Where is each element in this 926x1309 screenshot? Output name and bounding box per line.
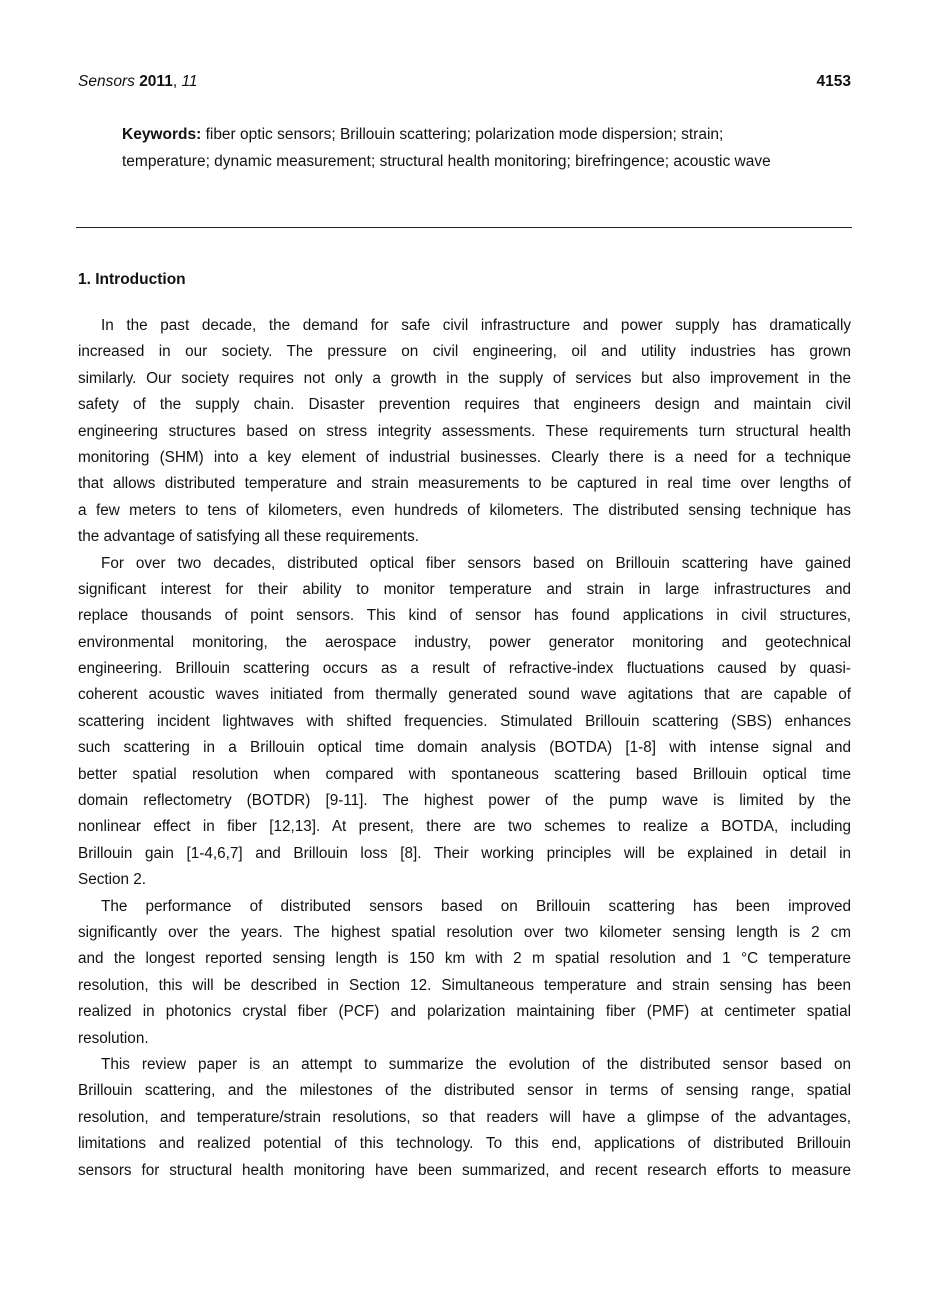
paragraph-line: increased in our society. The pressure on civil engineering, oil and utility industries has grown (78, 343, 851, 361)
paragraph-line: and the longest reported sensing length is 150 km with 2 m spatial resolution and 1 °C temperature (78, 950, 851, 968)
paragraph-line: sensors for structural health monitoring have been summarized, and recent research efforts to measure (78, 1161, 851, 1179)
paragraph-line: limitations and realized potential of this technology. To this end, applications of distributed Brillouin (78, 1135, 851, 1153)
paragraph-line: safety of the supply chain. Disaster prevention requires that engineers design and maintain civil (78, 396, 851, 414)
paragraph-line: engineering structures based on stress integrity assessments. These requirements turn structural health (78, 422, 851, 440)
paragraph-line: engineering. Brillouin scattering occurs as a result of refractive-index fluctuations caused by quasi- (78, 660, 851, 678)
keywords-label: Keywords: (122, 126, 202, 143)
section-divider (76, 227, 852, 228)
running-header: Sensors 2011, 11 4153 (78, 73, 851, 90)
paragraph-line: resolution, this will be described in Section 12. Simultaneous temperature and strain sensing has been (78, 976, 851, 994)
paragraph-line: resolution, and temperature/strain resolutions, so that readers will have a glimpse of the advantages, (78, 1108, 851, 1126)
paragraph-line: such scattering in a Brillouin optical time domain analysis (BOTDA) [1-8] with intense signal and (78, 739, 851, 757)
paragraph-line: significant interest for their ability to monitor temperature and strain in large infrastructures and (78, 580, 851, 598)
paragraph-line: environmental monitoring, the aerospace industry, power generator monitoring and geotechnical (78, 633, 851, 651)
paragraph (78, 313, 851, 551)
page-number: 4153 (816, 73, 851, 90)
paragraph (78, 551, 851, 894)
paragraph-line: domain reflectometry (BOTDR) [9-11]. The highest power of the pump wave is limited by the (78, 792, 851, 810)
keywords-block (122, 122, 808, 175)
paragraph-line: Brillouin scattering, and the milestones of the distributed sensor in terms of sensing range, spatial (78, 1082, 851, 1100)
paragraph-line: This review paper is an attempt to summarize the evolution of the distributed sensor based on (101, 1055, 851, 1073)
paragraph-line: replace thousands of point sensors. This kind of sensor has found applications in civil structures, (78, 607, 851, 625)
paragraph-line: scattering incident lightwaves with shifted frequencies. Stimulated Brillouin scattering (SBS) enhances (78, 712, 851, 730)
body-text (78, 313, 851, 1184)
paragraph-line: significantly over the years. The highest spatial resolution over two kilometer sensing length is 2 cm (78, 923, 851, 941)
paragraph-line: realized in photonics crystal fiber (PCF) and polarization maintaining fiber (PMF) at centimeter spatial (78, 1003, 851, 1021)
paragraph-line: coherent acoustic waves initiated from thermally generated sound wave agitations that are capable of (78, 686, 851, 704)
paragraph-line: the advantage of satisfying all these requirements. (78, 528, 419, 546)
paragraph-line: that allows distributed temperature and strain measurements to be captured in real time over lengths of (78, 475, 851, 493)
paragraph-line: nonlinear effect in fiber [12,13]. At present, there are two schemes to realize a BOTDA, including (78, 818, 851, 836)
paragraph-line: similarly. Our society requires not only a growth in the supply of services but also improvement in the (78, 369, 851, 387)
section-heading: 1. Introduction (78, 271, 186, 288)
paragraph-line: In the past decade, the demand for safe civil infrastructure and power supply has dramatically (101, 317, 851, 334)
paragraph-line: better spatial resolution when compared with spontaneous scattering based Brillouin optical time (78, 765, 851, 783)
journal-name: Sensors (78, 73, 135, 90)
paragraph-line: The performance of distributed sensors based on Brillouin scattering has been improved (101, 897, 851, 915)
journal-year: 2011 (139, 73, 173, 90)
paragraph (78, 1052, 851, 1184)
paragraph-line: monitoring (SHM) into a key element of industrial businesses. Clearly there is a need for a technique (78, 448, 851, 466)
paragraph-line: For over two decades, distributed optical fiber sensors based on Brillouin scattering have gained (101, 554, 851, 572)
keywords-text: fiber optic sensors; Brillouin scattering; polarization mode dispersion; strain; temperature; dynamic measurement; structural health monitoring; birefringence; acoustic wave (122, 126, 771, 170)
paragraph-line: Brillouin gain [1-4,6,7] and Brillouin loss [8]. Their working principles will be explained in detail in (78, 844, 851, 862)
journal-volume: 11 (181, 73, 198, 90)
paragraph (78, 894, 851, 1052)
paragraph-line: resolution. (78, 1029, 149, 1047)
paragraph-line: a few meters to tens of kilometers, even hundreds of kilometers. The distributed sensing technique has (78, 501, 851, 519)
paragraph-line: Section 2. (78, 871, 147, 889)
